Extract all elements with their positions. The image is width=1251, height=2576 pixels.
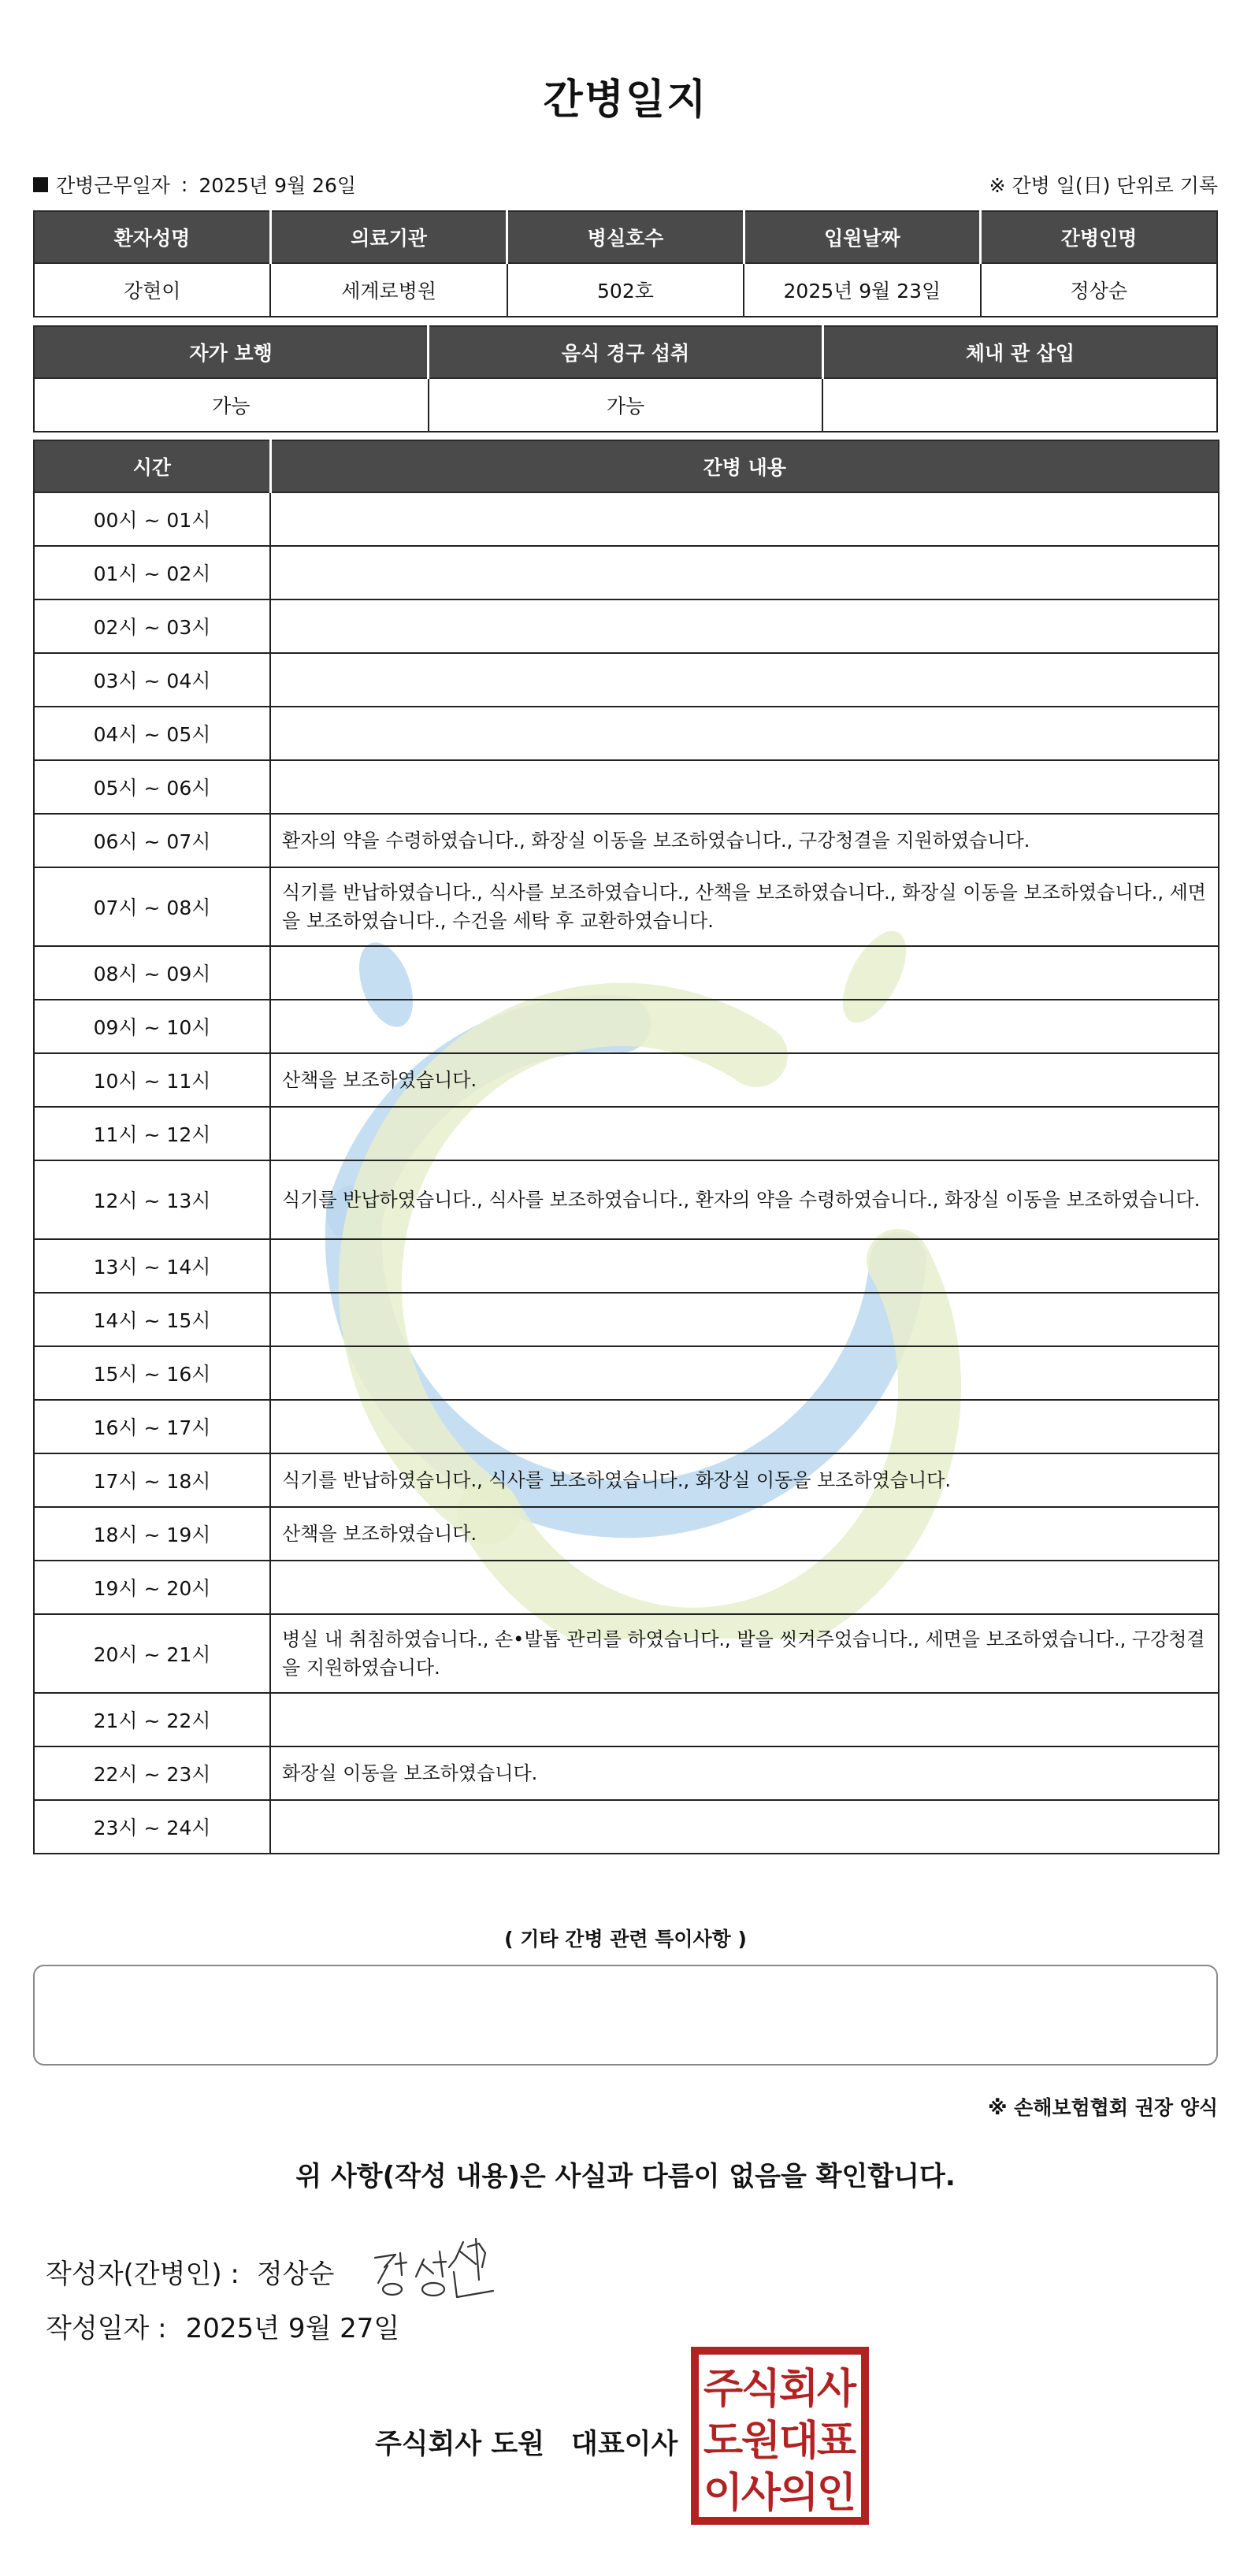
table-row: [34, 1400, 1219, 1453]
time-cell: 16시 ~ 17시: [34, 1400, 270, 1453]
work-date-line: [33, 170, 356, 199]
content-cell: 산책을 보조하였습니다.: [270, 1507, 1219, 1561]
content-cell: [270, 946, 1219, 1000]
admission-date-value: 2025년 9월 23일: [744, 263, 980, 317]
svg-text:회: 회: [778, 2366, 819, 2413]
handwritten-signature: [361, 2236, 510, 2307]
table-row: [34, 1053, 1219, 1107]
content-cell: [270, 653, 1219, 707]
content-cell: 병실 내 취침하였습니다., 손•발톱 관리를 하였습니다., 발을 씻겨주었습니다., 세면을 보조하였습니다., 구강청결을 지원하였습니다.: [270, 1614, 1219, 1693]
time-cell: 11시 ~ 12시: [34, 1107, 270, 1160]
time-cell: 12시 ~ 13시: [34, 1160, 270, 1239]
header-self-walking: 자가 보행: [34, 326, 429, 378]
written-date-line: [46, 2307, 399, 2345]
patient-info-table: [33, 210, 1218, 317]
content-cell: [270, 1107, 1219, 1160]
content-cell: [270, 1239, 1219, 1293]
content-cell: [270, 1000, 1219, 1053]
svg-text:대: 대: [778, 2418, 819, 2465]
work-date-value: 2025년 9월 26일: [199, 174, 357, 197]
table-row: [34, 1160, 1219, 1239]
header-time: 시간: [34, 440, 270, 492]
care-log-header-row: [34, 440, 1219, 492]
time-cell: 19시 ~ 20시: [34, 1561, 270, 1614]
confirmation-statement: 위 사항(작성 내용)은 사실과 다름이 없음을 확인합니다.: [295, 2161, 956, 2192]
table-row: [34, 1000, 1219, 1053]
writer-name: 정상순: [256, 2258, 335, 2290]
time-cell: 01시 ~ 02시: [34, 546, 270, 599]
patient-status-value-row: [34, 378, 1217, 432]
patient-info-value-row: [34, 263, 1217, 317]
content-cell: [270, 760, 1219, 814]
svg-text:이: 이: [703, 2470, 744, 2517]
time-cell: 15시 ~ 16시: [34, 1346, 270, 1400]
content-cell: 식기를 반납하였습니다., 식사를 보조하였습니다., 산책을 보조하였습니다., 화장실 이동을 보조하였습니다., 세면을 보조하였습니다., 수건을 세탁 후 교환하였습니다.: [270, 867, 1219, 946]
page-title: 간병일지: [543, 76, 708, 124]
writer-label: 작성자(간병인) :: [46, 2258, 239, 2290]
time-cell: 06시 ~ 07시: [34, 814, 270, 867]
special-notes-box: [33, 1965, 1218, 2066]
time-cell: 20시 ~ 21시: [34, 1614, 270, 1693]
hourly-care-log-table: [33, 440, 1219, 1854]
time-cell: 10시 ~ 11시: [34, 1053, 270, 1107]
company-line: [375, 2422, 677, 2462]
header-tube-insertion: 체내 관 삽입: [822, 326, 1217, 378]
patient-status-header-row: [34, 326, 1217, 378]
self-walking-value: 가능: [34, 378, 429, 432]
time-cell: 07시 ~ 08시: [34, 867, 270, 946]
header-room-number: 병실호수: [507, 211, 744, 263]
table-row: [34, 546, 1219, 599]
time-cell: 04시 ~ 05시: [34, 707, 270, 760]
written-date-value: 2025년 9월 27일: [185, 2313, 400, 2344]
content-cell: [270, 1293, 1219, 1346]
content-cell: [270, 1561, 1219, 1614]
table-row: [34, 1507, 1219, 1561]
form-source-note: ※ 손해보험협회 권장 양식: [988, 2096, 1218, 2119]
table-row: [34, 1693, 1219, 1746]
table-row: [34, 707, 1219, 760]
table-row: [34, 492, 1219, 546]
time-cell: 14시 ~ 15시: [34, 1293, 270, 1346]
time-cell: 05시 ~ 06시: [34, 760, 270, 814]
time-cell: 18시 ~ 19시: [34, 1507, 270, 1561]
time-cell: 17시 ~ 18시: [34, 1453, 270, 1507]
content-cell: 식기를 반납하였습니다., 식사를 보조하였습니다., 화장실 이동을 보조하였습니다.: [270, 1453, 1219, 1507]
time-cell: 22시 ~ 23시: [34, 1746, 270, 1800]
table-row: [34, 1346, 1219, 1400]
content-cell: [270, 707, 1219, 760]
table-row: [34, 1239, 1219, 1293]
table-row: [34, 1614, 1219, 1693]
table-row: [34, 1293, 1219, 1346]
patient-status-table: [33, 325, 1218, 432]
table-row: [34, 867, 1219, 946]
time-cell: 00시 ~ 01시: [34, 492, 270, 546]
table-row: [34, 1107, 1219, 1160]
header-caregiver-name: 간병인명: [981, 211, 1217, 263]
content-cell: 환자의 약을 수령하였습니다., 화장실 이동을 보조하였습니다., 구강청결을 지원하였습니다.: [270, 814, 1219, 867]
time-cell: 08시 ~ 09시: [34, 946, 270, 1000]
content-cell: [270, 1400, 1219, 1453]
svg-text:사: 사: [741, 2470, 781, 2517]
time-cell: 13시 ~ 14시: [34, 1239, 270, 1293]
content-cell: [270, 1346, 1219, 1400]
svg-text:의: 의: [778, 2470, 819, 2517]
time-cell: 03시 ~ 04시: [34, 653, 270, 707]
time-cell: 23시 ~ 24시: [34, 1800, 270, 1854]
table-row: [34, 1453, 1219, 1507]
hospital-value: 세계로병원: [270, 263, 507, 317]
content-cell: 산책을 보조하였습니다.: [270, 1053, 1219, 1107]
content-cell: [270, 1693, 1219, 1746]
time-cell: 09시 ~ 10시: [34, 1000, 270, 1053]
content-cell: [270, 1800, 1219, 1854]
header-care-content: 간병 내용: [270, 440, 1219, 492]
content-cell: [270, 599, 1219, 653]
svg-text:주: 주: [703, 2366, 744, 2413]
svg-text:표: 표: [816, 2418, 857, 2465]
work-date-label: 간병근무일자: [56, 174, 170, 197]
room-number-value: 502호: [507, 263, 744, 317]
content-cell: 화장실 이동을 보조하였습니다.: [270, 1746, 1219, 1800]
time-cell: 21시 ~ 22시: [34, 1693, 270, 1746]
svg-text:사: 사: [816, 2366, 857, 2413]
header-patient-name: 환자성명: [34, 211, 270, 263]
written-date-label: 작성일자 :: [46, 2313, 167, 2344]
table-row: [34, 814, 1219, 867]
svg-text:도: 도: [703, 2418, 744, 2465]
table-row: [34, 946, 1219, 1000]
record-unit-note: ※ 간병 일(日) 단위로 기록: [989, 174, 1218, 197]
tube-insertion-value: [822, 378, 1217, 432]
company-ceo-title: 대표이사: [571, 2429, 678, 2460]
patient-info-header-row: [34, 211, 1217, 263]
company-name: 주식회사 도원: [375, 2429, 545, 2460]
content-cell: [270, 546, 1219, 599]
special-notes-title: ( 기타 간병 관련 특이사항 ): [504, 1928, 747, 1951]
table-row: [34, 760, 1219, 814]
svg-text:원: 원: [741, 2418, 781, 2465]
content-cell: [270, 492, 1219, 546]
table-row: [34, 653, 1219, 707]
table-row: [34, 599, 1219, 653]
table-row: [34, 1800, 1219, 1854]
company-seal-stamp: [690, 2346, 870, 2526]
work-date-separator: :: [180, 173, 188, 196]
content-cell: 식기를 반납하였습니다., 식사를 보조하였습니다., 환자의 약을 수령하였습니다., 화장실 이동을 보조하였습니다.: [270, 1160, 1219, 1239]
table-row: [34, 1561, 1219, 1614]
table-row: [34, 1746, 1219, 1800]
svg-text:식: 식: [741, 2366, 781, 2413]
time-cell: 02시 ~ 03시: [34, 599, 270, 653]
svg-text:인: 인: [816, 2470, 857, 2517]
header-admission-date: 입원날짜: [744, 211, 980, 263]
writer-line: [46, 2236, 510, 2307]
header-hospital: 의료기관: [270, 211, 507, 263]
oral-intake-value: 가능: [429, 378, 823, 432]
square-bullet-icon: [33, 177, 48, 192]
header-oral-intake: 음식 경구 섭취: [429, 326, 823, 378]
caregiver-name-value: 정상순: [981, 263, 1217, 317]
patient-name-value: 강현이: [34, 263, 270, 317]
